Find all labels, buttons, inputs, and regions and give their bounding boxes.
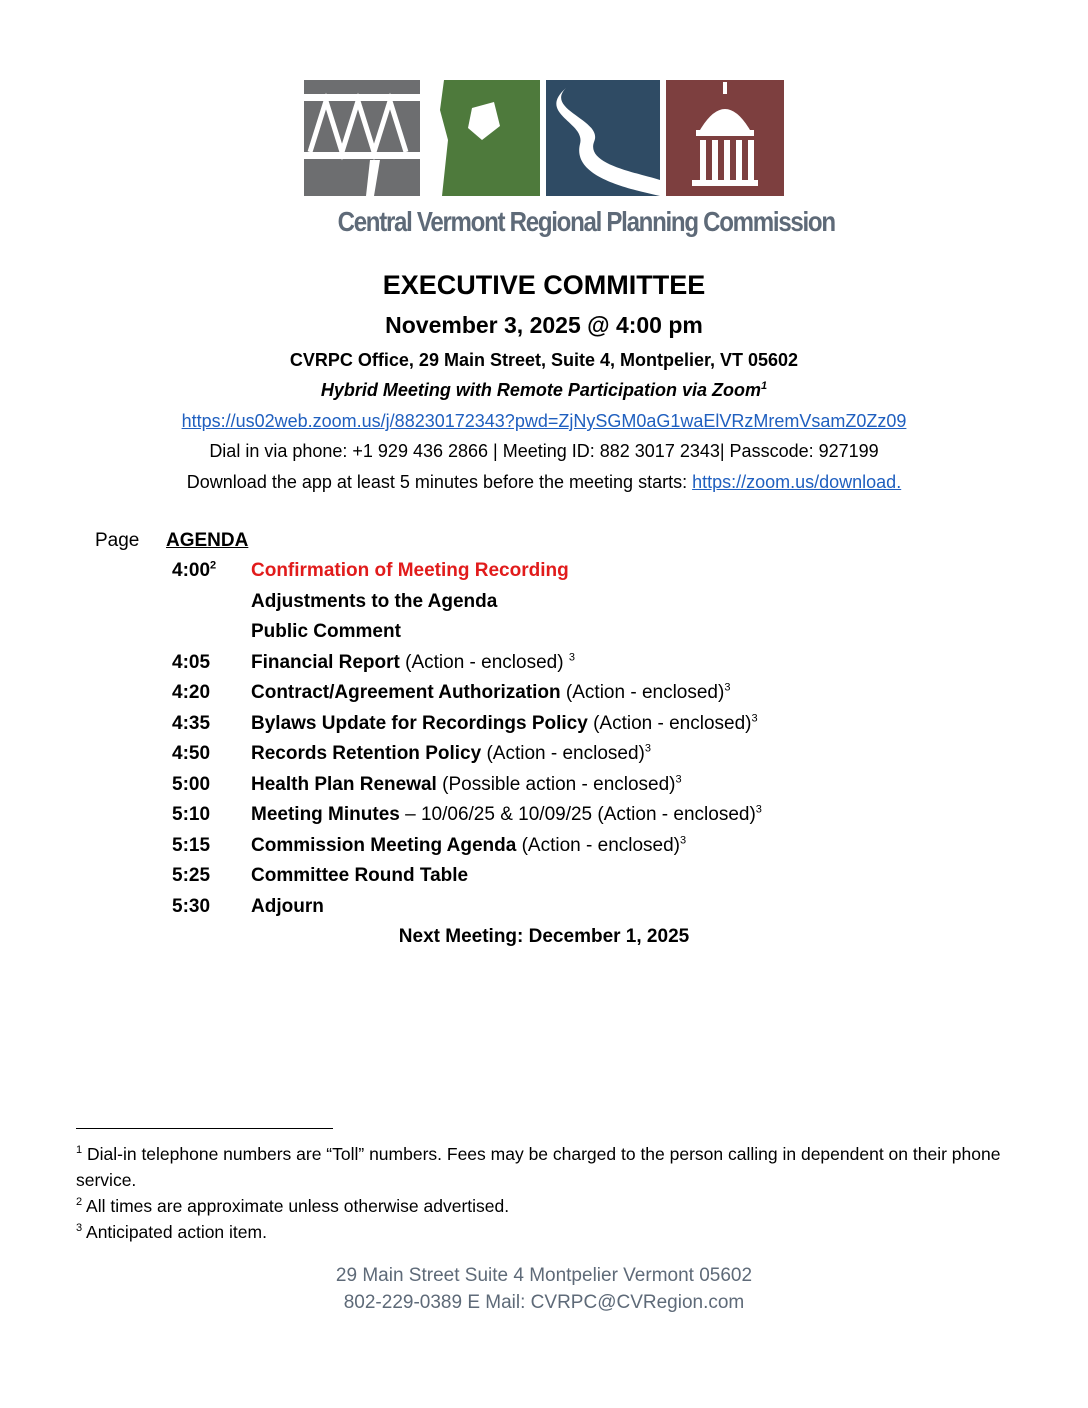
footnote-divider bbox=[76, 1128, 333, 1129]
agenda-item-text: Meeting Minutes – 10/06/25 & 10/09/25 (Action - enclosed)$^3$ bbox=[251, 803, 762, 825]
agenda-item bbox=[0, 743, 1088, 774]
cvrpc-logo bbox=[304, 80, 784, 198]
agenda-item bbox=[0, 896, 1088, 927]
agenda-list bbox=[0, 560, 1088, 926]
agenda-time: 4:50 bbox=[172, 743, 211, 764]
agenda-item-text: Committee Round Table bbox=[251, 865, 469, 886]
agenda-item-text: Confirmation of Meeting Recording bbox=[251, 560, 569, 581]
agenda-time: $4:00^2$ bbox=[172, 559, 217, 581]
agenda-item-text: Records Retention Policy (Action - enclosed)$^3$ bbox=[251, 742, 651, 764]
agenda-item-text: Contract/Agreement Authorization (Action - enclosed)$^3$ bbox=[251, 681, 731, 703]
agenda-item-text: Bylaws Update for Recordings Policy (Action - enclosed)$^3$ bbox=[251, 712, 758, 734]
agenda-item bbox=[0, 560, 1088, 591]
dial-in-info: Dial in via phone: +1 929 436 2866 | Meeting ID: 882 3017 2343| Passcode: 927199 bbox=[209, 441, 879, 461]
bridge-icon bbox=[304, 80, 420, 196]
agenda-item bbox=[0, 621, 1088, 652]
agenda-item bbox=[0, 835, 1088, 866]
footer-contact: 802-229-0389 E Mail: CVRPC@CVRegion.com bbox=[343, 1292, 745, 1313]
download-line bbox=[0, 472, 1088, 493]
meeting-location: CVRPC Office, 29 Main Street, Suite 4, Montpelier, VT 05602 bbox=[289, 350, 799, 370]
agenda-item bbox=[0, 713, 1088, 744]
agenda-item bbox=[0, 652, 1088, 683]
hybrid-note bbox=[0, 380, 1088, 401]
agenda-item bbox=[0, 591, 1088, 622]
next-meeting: Next Meeting: December 1, 2025 bbox=[398, 926, 690, 947]
capitol-icon bbox=[666, 80, 784, 196]
agenda-item bbox=[0, 804, 1088, 835]
footer-address: 29 Main Street Suite 4 Montpelier Vermont 05602 bbox=[335, 1265, 753, 1286]
river-icon bbox=[546, 80, 660, 196]
agenda-time: 5:25 bbox=[172, 865, 211, 886]
agenda-time: 5:00 bbox=[172, 773, 211, 795]
agenda-item-text: Adjourn bbox=[251, 895, 324, 917]
agenda-item bbox=[0, 865, 1088, 896]
agenda-item bbox=[0, 774, 1088, 805]
footnote-1: $^1$ Dial-in telephone numbers are “Toll” numbers. Fees may be charged to the person calling in dependent on their phone service. bbox=[76, 1144, 1001, 1190]
agenda-time: 4:35 bbox=[172, 712, 211, 734]
footnote-2: $^2$ All times are approximate unless otherwise advertised. bbox=[76, 1196, 510, 1216]
agenda-item-text: Health Plan Renewal (Possible action - enclosed)$^3$ bbox=[251, 773, 682, 795]
agenda-time: 4:05 bbox=[172, 651, 211, 673]
agenda-time: 5:15 bbox=[172, 834, 211, 856]
agenda-item-text: Public Comment bbox=[251, 621, 401, 642]
zoom-link[interactable]: https://us02web.zoom.us/j/88230172343?pwd=ZjNySGM0aG1waElVRzMremVsamZ0Zz09 bbox=[181, 411, 907, 431]
page-column-label: Page bbox=[95, 530, 140, 551]
footnote-ref-2: 2 bbox=[210, 559, 217, 572]
agenda-time: 5:30 bbox=[172, 895, 211, 917]
footnote-3: $^3$ Anticipated action item. bbox=[76, 1222, 267, 1242]
agenda-heading: AGENDA bbox=[166, 530, 249, 551]
hybrid-text: Hybrid Meeting with Remote Participation via Zoom bbox=[320, 380, 761, 400]
org-name: Central Vermont Regional Planning Commission bbox=[337, 206, 835, 237]
agenda-time: 5:10 bbox=[172, 804, 211, 825]
agenda-item-text: Financial Report (Action - enclosed) $^3$ bbox=[251, 651, 575, 673]
agenda-time: 4:20 bbox=[172, 682, 211, 703]
agenda-item bbox=[0, 682, 1088, 713]
meeting-date: November 3, 2025 @ 4:00 pm bbox=[385, 312, 703, 338]
page-title: EXECUTIVE COMMITTEE bbox=[382, 270, 706, 300]
download-link[interactable]: https://zoom.us/download. bbox=[692, 472, 902, 492]
vermont-map-icon bbox=[426, 80, 540, 196]
agenda-item-text: Adjustments to the Agenda bbox=[251, 590, 498, 612]
download-text: Download the app at least 5 minutes before the meeting starts: bbox=[186, 472, 693, 492]
footnote-ref-1: 1 bbox=[760, 380, 768, 392]
agenda-item-text: Commission Meeting Agenda (Action - enclosed)$^3$ bbox=[251, 834, 687, 856]
